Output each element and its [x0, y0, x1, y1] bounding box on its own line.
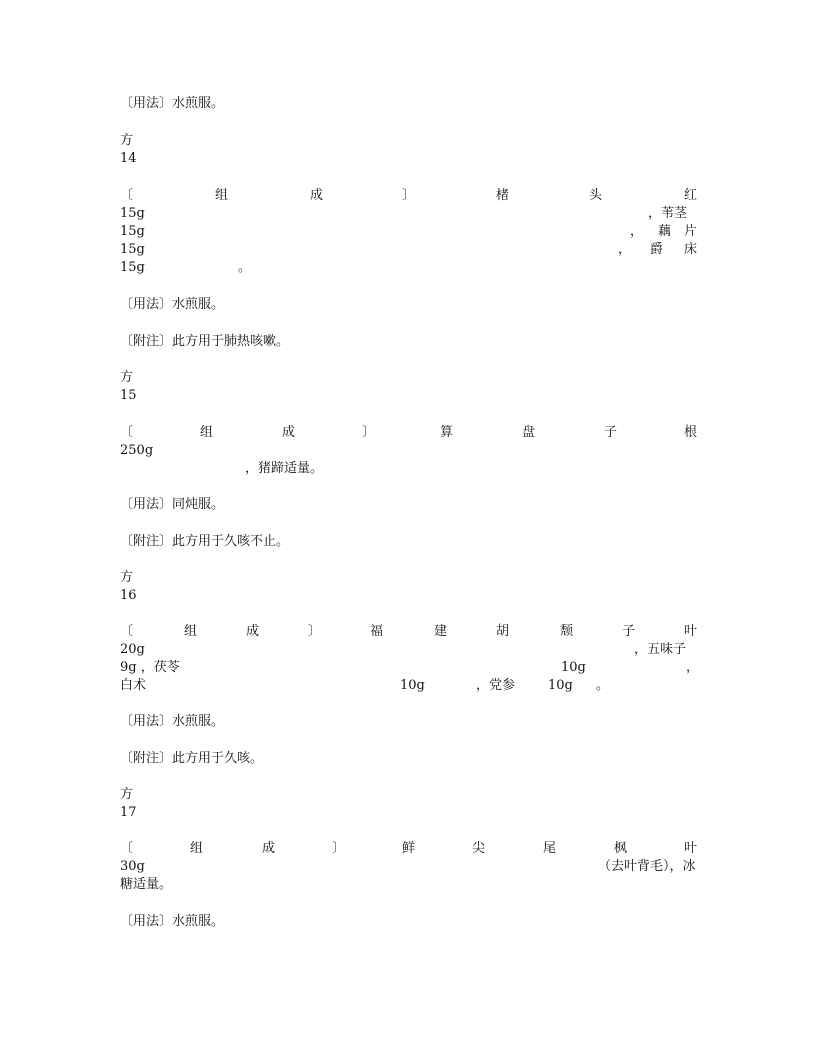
formula-title-label: 方: [120, 787, 134, 802]
composition-line: 15g ，苇茎: [120, 206, 688, 221]
composition-line: 15g ， 爵 床: [120, 242, 698, 257]
formula-number: 16: [120, 588, 137, 603]
composition-line: 15g 。: [120, 260, 252, 275]
formula-title-label: 方: [120, 370, 134, 385]
composition-line: 〔 组 成 〕 福 建 胡 颓 子 叶: [120, 624, 698, 639]
composition-line: 15g ， 藕 片: [120, 224, 698, 239]
composition-line: 9g ，茯苓 10g ，: [120, 660, 700, 675]
composition-line: 〔 组 成 〕 楮 头 红: [120, 188, 698, 203]
composition-line: 30g （去叶背毛），冰: [120, 859, 696, 874]
note-line: 〔附注〕此方用于久咳不止。: [120, 534, 290, 549]
formula-title-label: 方: [120, 133, 134, 148]
composition-line: 20g ，五味子: [120, 642, 687, 657]
note-line: 〔附注〕此方用于久咳。: [120, 751, 264, 766]
usage-line: 〔用法〕水煎服。: [120, 297, 225, 312]
composition-line: 〔 组 成 〕 算 盘 子 根: [120, 425, 698, 440]
composition-line: 〔 组 成 〕 鲜 尖 尾 枫 叶: [120, 841, 698, 856]
usage-line: 〔用法〕水煎服。: [120, 914, 225, 929]
formula-number: 17: [120, 805, 137, 820]
composition-line: 糖适量。: [120, 877, 173, 892]
note-line: 〔附注〕此方用于肺热咳嗽。: [120, 334, 290, 349]
formula-number: 15: [120, 388, 137, 403]
usage-line: 〔用法〕水煎服。: [120, 714, 225, 729]
formula-number: 14: [120, 151, 137, 166]
composition-line: 250g: [120, 443, 154, 458]
usage-line: 〔用法〕同炖服。: [120, 497, 225, 512]
usage-text: 〔用法〕水煎服。: [120, 96, 225, 111]
composition-line: 白术 10g ，党参 10g 。: [120, 678, 610, 693]
composition-line: ，猪蹄适量。: [245, 461, 324, 476]
formula-title-label: 方: [120, 570, 134, 585]
usage-line: [120, 95, 697, 113]
